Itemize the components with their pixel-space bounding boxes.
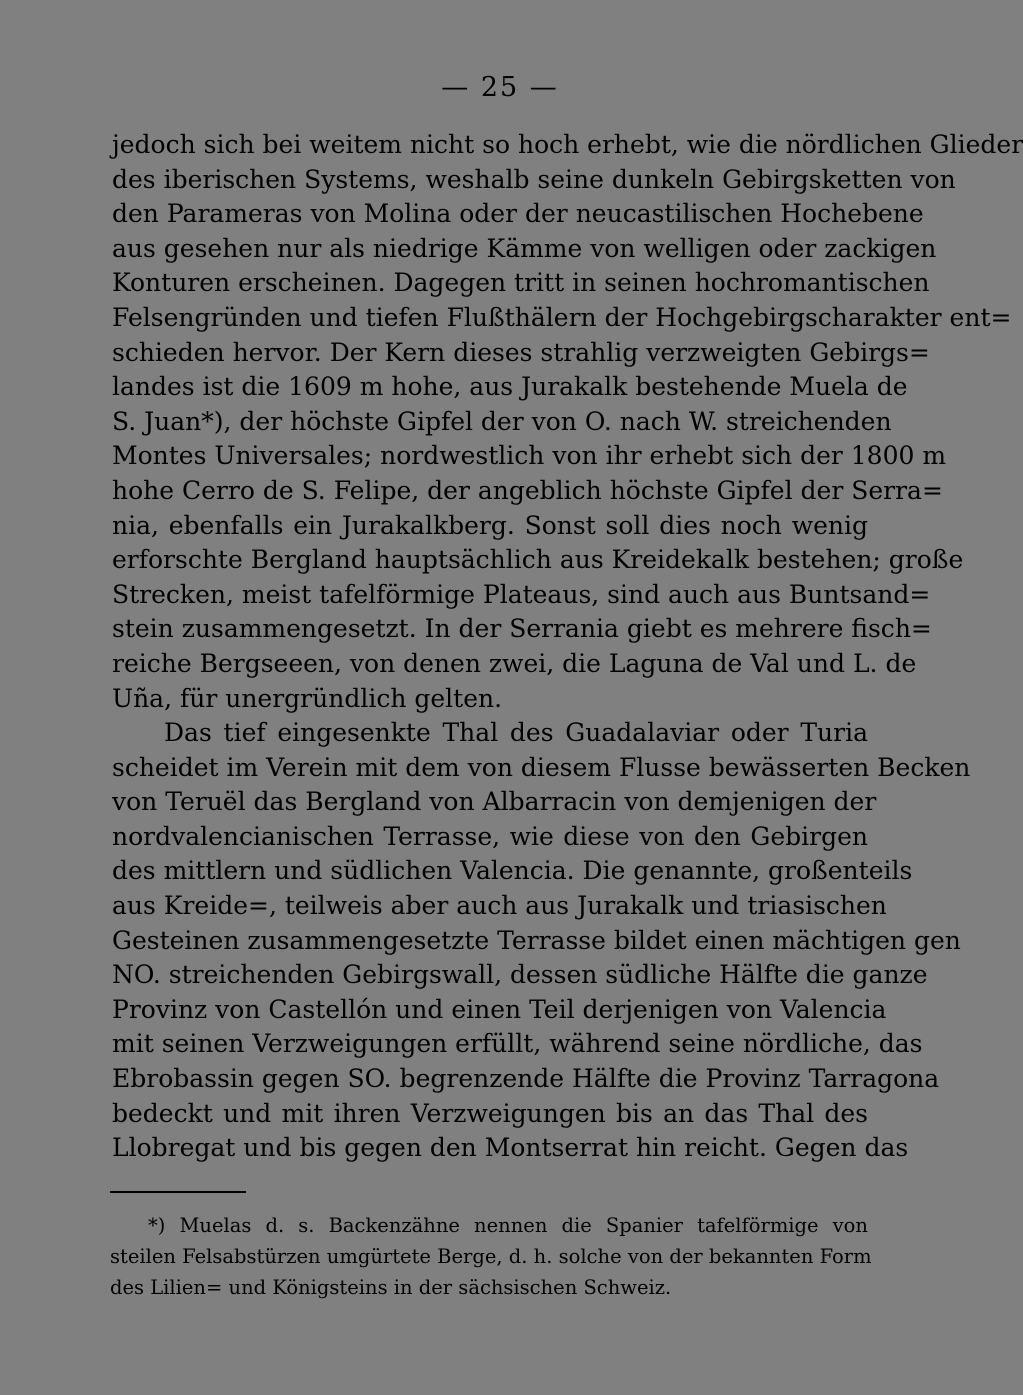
page-number-text: — 25 — bbox=[441, 72, 559, 103]
text-line: des mittlern und südlichen Valencia. Die genannte, großenteils bbox=[112, 856, 913, 886]
text-line: stein zusammengesetzt. In der Serrania giebt es mehrere fisch= bbox=[112, 614, 932, 644]
body-text bbox=[112, 128, 1023, 1166]
text-line: aus Kreide=, teilweis aber auch aus Jurakalk und triasischen bbox=[112, 891, 887, 921]
text-line: Ebrobassin gegen SO. begrenzende Hälfte die Provinz Tarragona bbox=[112, 1064, 940, 1094]
paragraph-start-line: Das tief eingesenkte Thal des Guadalaviar oder Turia bbox=[164, 718, 868, 748]
text-line: erforschte Bergland hauptsächlich aus Kreidekalk bestehen; große bbox=[112, 545, 964, 575]
text-line: hohe Cerro de S. Felipe, der angeblich höchste Gipfel der Serra= bbox=[112, 475, 943, 505]
text-line: bedeckt und mit ihren Verzweigungen bis an das Thal des bbox=[112, 1098, 868, 1128]
text-line: NO. streichenden Gebirgswall, dessen südliche Hälfte die ganze bbox=[112, 960, 928, 990]
text-line: nia, ebenfalls ein Jurakalkberg. Sonst soll dies noch wenig bbox=[112, 510, 868, 540]
footnote-line: steilen Felsabstürzen umgürtete Berge, d. h. solche von der bekannten Form bbox=[110, 1245, 872, 1268]
text-line: aus gesehen nur als niedrige Kämme von welligen oder zackigen bbox=[112, 233, 937, 263]
text-line: Provinz von Castellón und einen Teil derjenigen von Valencia bbox=[112, 994, 887, 1024]
text-line: jedoch sich bei weitem nicht so hoch erhebt, wie die nördlichen Glieder bbox=[112, 130, 1023, 159]
text-line: nordvalencianischen Terrasse, wie diese von den Gebirgen bbox=[112, 821, 868, 851]
footnote bbox=[110, 1210, 872, 1303]
text-line: schieden hervor. Der Kern dieses strahlig verzweigten Gebirgs= bbox=[112, 337, 930, 367]
text-line: Gesteinen zusammengesetzte Terrasse bildet einen mächtigen gen bbox=[112, 925, 961, 955]
text-line: Felsengründen und tiefen Flußthälern der Hochgebirgscharakter ent= bbox=[112, 302, 1012, 332]
text-line: Strecken, meist tafelförmige Plateaus, sind auch aus Buntsand= bbox=[112, 579, 931, 609]
footnote-rule bbox=[110, 1191, 246, 1193]
text-line: Konturen erscheinen. Dagegen tritt in seinen hochromantischen bbox=[112, 268, 930, 298]
text-line: des iberischen Systems, weshalb seine dunkeln Gebirgsketten von bbox=[112, 164, 956, 194]
text-line: von Teruël das Bergland von Albarracin von demjenigen der bbox=[112, 787, 877, 817]
text-line: landes ist die 1609 m hohe, aus Jurakalk bestehende Muela de bbox=[112, 372, 908, 402]
text-line: Llobregat und bis gegen den Montserrat hin reicht. Gegen das bbox=[112, 1133, 909, 1163]
footnote-line: des Lilien= und Königsteins in der sächsischen Schweiz. bbox=[110, 1276, 672, 1299]
text-line: scheidet im Verein mit dem von diesem Flusse bewässerten Becken bbox=[112, 752, 971, 782]
text-line: Montes Universales; nordwestlich von ihr erhebt sich der 1800 m bbox=[112, 441, 947, 471]
text-line: Uña, für unergründlich gelten. bbox=[112, 683, 503, 713]
text-line: reiche Bergseeen, von denen zwei, die Laguna de Val und L. de bbox=[112, 648, 917, 678]
text-line: S. Juan*), der höchste Gipfel der von O. nach W. streichenden bbox=[112, 406, 892, 436]
text-line: den Parameras von Molina oder der neucastilischen Hochebene bbox=[112, 199, 924, 229]
text-line: mit seinen Verzweigungen erfüllt, während seine nördliche, das bbox=[112, 1029, 923, 1059]
page-number bbox=[0, 72, 1000, 103]
footnote-line: *) Muelas d. s. Backenzähne nennen die Spanier tafelförmige von bbox=[148, 1214, 868, 1237]
